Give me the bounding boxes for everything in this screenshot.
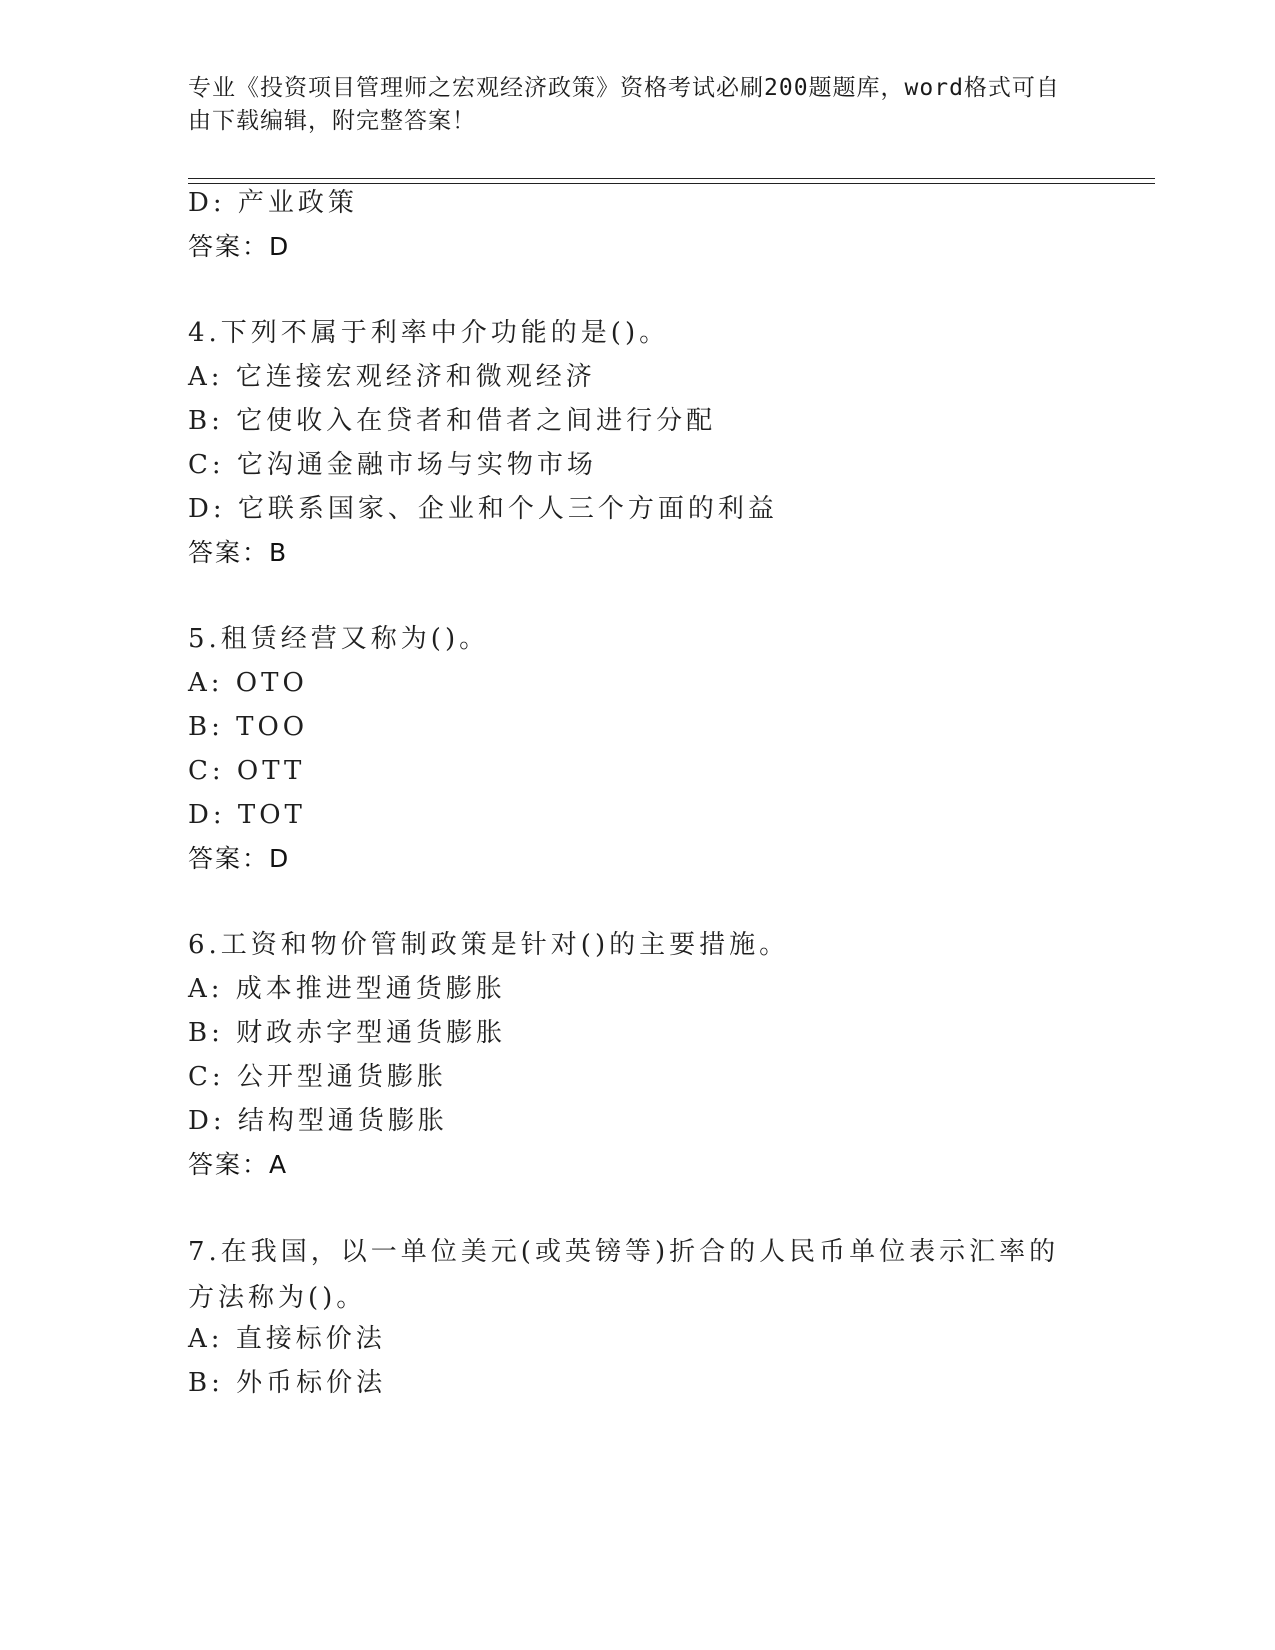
q3-answer: 答案：D [188, 232, 291, 261]
q6-answer: 答案：A [188, 1150, 289, 1179]
q5-option-a: A: OTO [188, 668, 308, 698]
q5-question: 5.租赁经营又称为()。 [188, 624, 490, 654]
q4-answer: 答案：B [188, 538, 289, 567]
q6-option-d: D: 结构型通货膨胀 [188, 1106, 448, 1136]
q7-option-a: A: 直接标价法 [188, 1324, 386, 1354]
q3-option-d: D: 产业政策 [188, 188, 358, 218]
q6-option-a: A: 成本推进型通货膨胀 [188, 974, 506, 1004]
q6-option-c: C: 公开型通货膨胀 [188, 1062, 447, 1092]
q5-option-d: D: TOT [188, 800, 306, 830]
q4-option-b: B: 它使收入在贷者和借者之间进行分配 [188, 406, 717, 436]
q6-question: 6.工资和物价管制政策是针对()的主要措施。 [188, 930, 790, 960]
q7-option-b: B: 外币标价法 [188, 1368, 387, 1398]
q5-answer: 答案：D [188, 844, 291, 873]
q4-question: 4.下列不属于利率中介功能的是()。 [188, 318, 670, 348]
q5-option-b: B: TOO [188, 712, 309, 742]
q4-option-a: A: 它连接宏观经济和微观经济 [188, 362, 596, 392]
q6-option-b: B: 财政赤字型通货膨胀 [188, 1018, 507, 1048]
header-divider-bottom [188, 183, 1155, 184]
header-divider-top [188, 178, 1155, 179]
q4-option-d: D: 它联系国家、企业和个人三个方面的利益 [188, 494, 778, 524]
q7-question: 7.在我国，以一单位美元(或英镑等)折合的人民币单位表示汇率的方法称为()。 [188, 1237, 1060, 1313]
q5-option-c: C: OTT [188, 756, 306, 786]
document-header: 专业《投资项目管理师之宏观经济政策》资格考试必刷200题题库，word格式可自由下载编辑，附完整答案！ [188, 75, 1060, 134]
q4-option-c: C: 它沟通金融市场与实物市场 [188, 450, 597, 480]
